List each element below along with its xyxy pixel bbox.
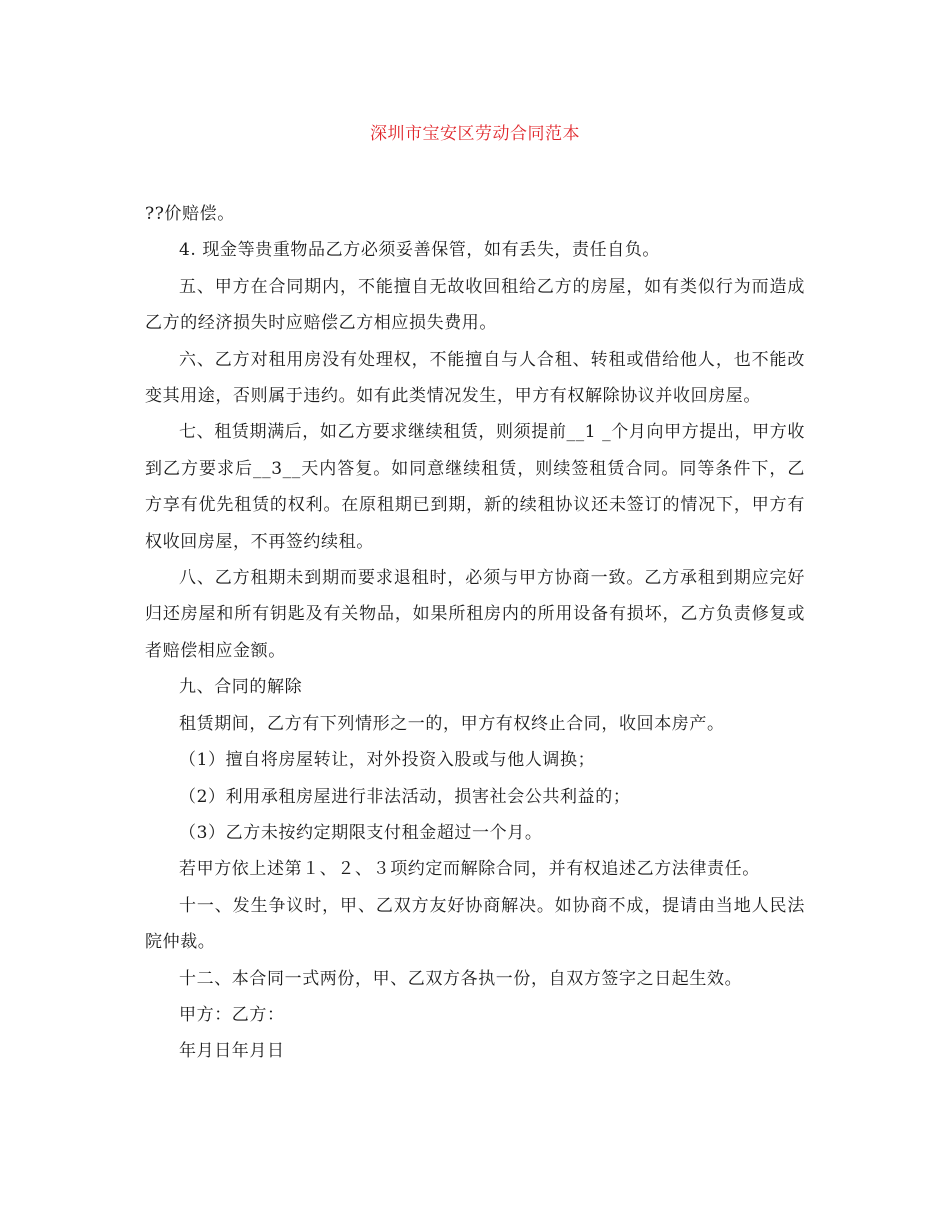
- paragraph: 租赁期间，乙方有下列情形之一的，甲方有权终止合同，收回本房产。: [179, 713, 725, 734]
- paragraph: 十二、本合同一式两份，甲、乙双方各执一份，自双方签字之日起生效。: [179, 968, 743, 989]
- paragraph: 十一、发生争议时，甲、乙双方友好协商解决。如协商不成，提请由当地人民法院仲裁。: [145, 895, 805, 953]
- paragraph: 五、甲方在合同期内，不能擅自无故收回租给乙方的房屋，如有类似行为而造成乙方的经济损失时应赔偿乙方相应损失费用。: [145, 276, 805, 334]
- paragraph: 八、乙方租期未到期而要求退租时，必须与甲方协商一致。乙方承租到期应完好归还房屋和所有钥匙及有关物品，如果所租房内的所用设备有损坏，乙方负责修复或者赔偿相应金额。: [145, 568, 805, 661]
- paragraph: 4. 现金等贵重物品乙方必须妥善保管，如有丢失，责任自负。: [179, 240, 661, 261]
- paragraph: 若甲方依上述第１、２、３项约定而解除合同，并有权追述乙方法律责任。: [179, 859, 760, 880]
- paragraph: （3）乙方未按约定期限支付租金超过一个月。: [179, 822, 543, 843]
- paragraph: 九、合同的解除: [179, 677, 303, 698]
- paragraph: 七、租赁期满后，如乙方要求继续租赁，则须提前__1 _个月向甲方提出，甲方收到乙方要求后__3__天内答复。如同意继续租赁，则续签租赁合同。同等条件下，乙方享有优先租赁的权利。在原租期已到期，新的续租协议还未签订的情况下，甲方有权收回房屋，不再签约续租。: [145, 422, 805, 552]
- paragraph: （1）擅自将房屋转让，对外投资入股或与他人调换；: [179, 750, 596, 771]
- paragraph: 甲方：乙方：: [179, 1004, 285, 1025]
- paragraph: 六、乙方对租用房没有处理权，不能擅自与人合租、转租或借给他人，也不能改变其用途，否则属于违约。如有此类情况发生，甲方有权解除协议并收回房屋。: [145, 349, 805, 407]
- document-title: 深圳市宝安区劳动合同范本: [370, 124, 580, 144]
- paragraph: 年月日年月日: [179, 1041, 285, 1062]
- paragraph: （2）利用承租房屋进行非法活动，损害社会公共利益的；: [179, 786, 631, 807]
- paragraph: ??价赔偿。: [145, 204, 235, 224]
- document-body: [145, 196, 805, 1070]
